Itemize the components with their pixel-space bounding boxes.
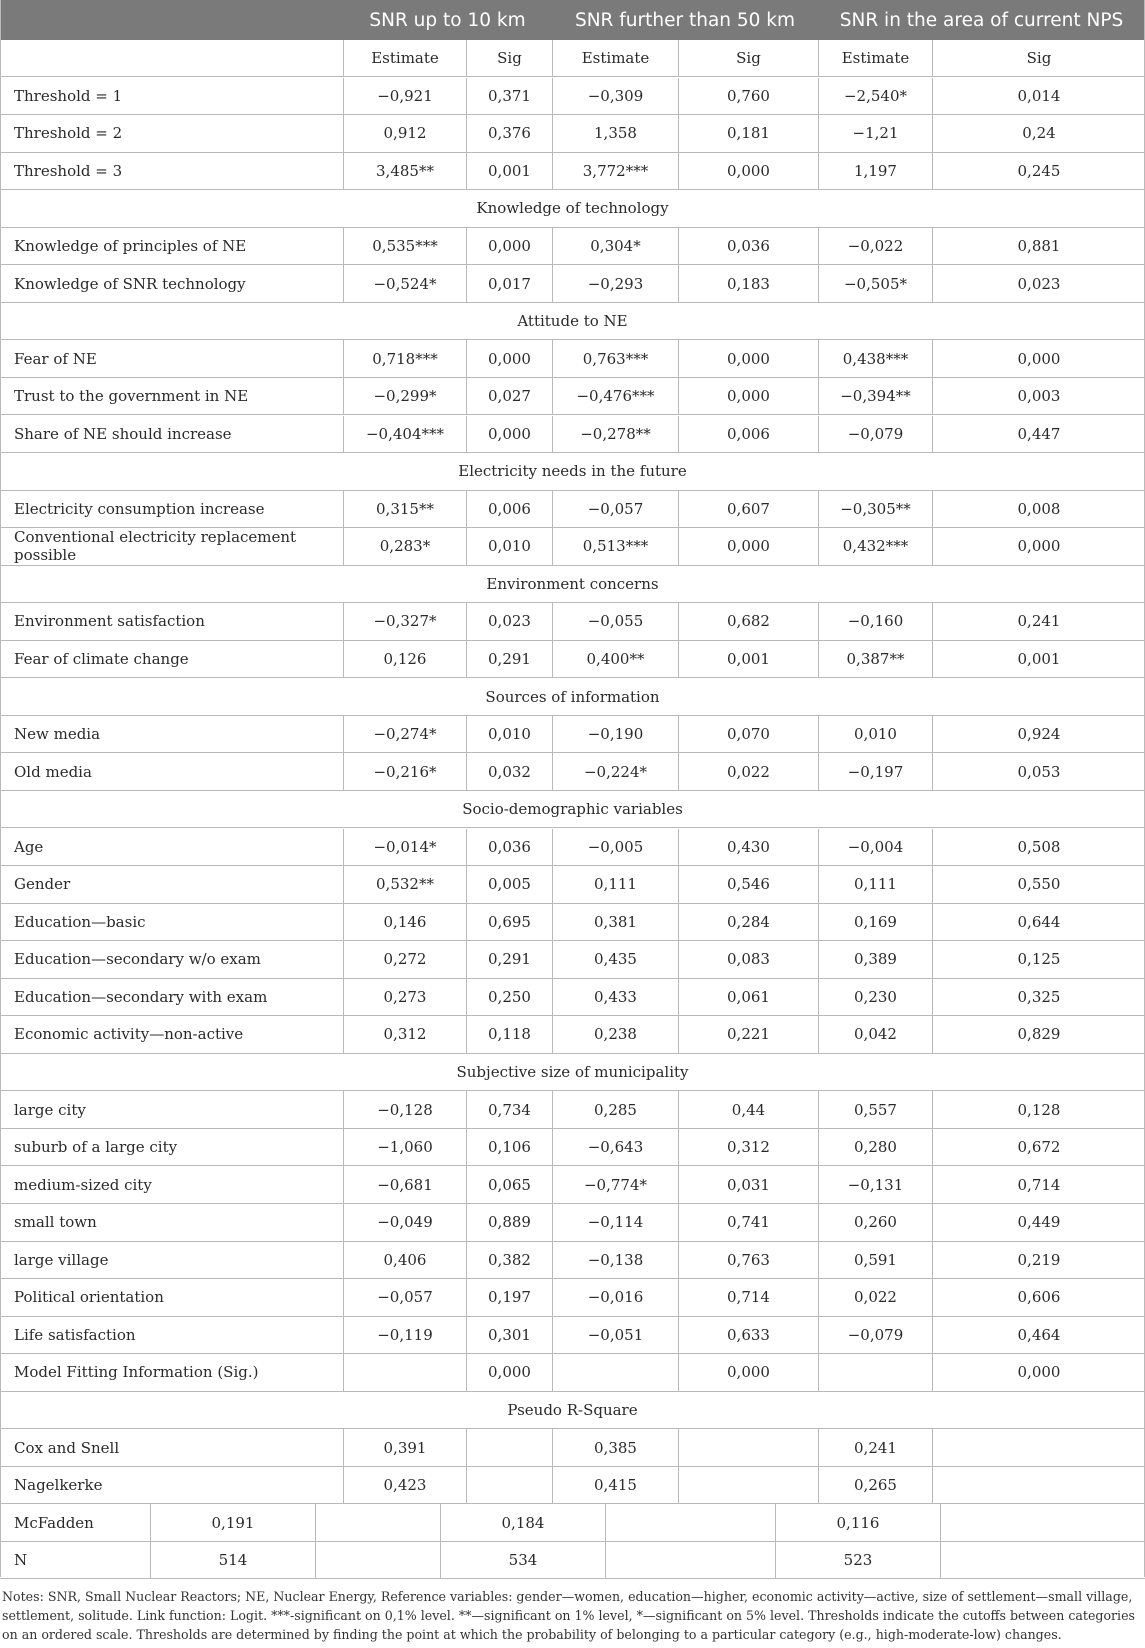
table-row: [0, 1279, 1145, 1317]
section-row: [0, 453, 1145, 491]
estimate-cell: −0,004: [818, 829, 932, 866]
estimate-cell: 0,591: [818, 1242, 932, 1279]
estimate-cell: −0,505*: [818, 265, 932, 302]
estimate-cell: 3,485**: [343, 153, 466, 190]
estimate-cell: 0,557: [818, 1091, 932, 1128]
sig-cell: 0,508: [932, 829, 1145, 866]
sig-cell: 0,219: [932, 1242, 1145, 1279]
row-label: Model Fitting Information (Sig.): [14, 1363, 259, 1382]
sig-cell: 0,447: [932, 416, 1145, 453]
estimate-cell: −0,055: [552, 603, 678, 640]
sig-cell: 0,014: [932, 78, 1145, 115]
sig-cell: 0,382: [466, 1242, 552, 1279]
section-label: Attitude to NE: [517, 312, 628, 331]
row-label: N: [14, 1551, 28, 1570]
table-header-groups: [0, 0, 1145, 40]
sig-cell: [932, 1429, 1145, 1466]
estimate-cell: 1,197: [818, 153, 932, 190]
sig-cell: 0,312: [678, 1129, 818, 1166]
subheader-estimate: Estimate: [343, 40, 466, 76]
table-row: [0, 753, 1145, 791]
section-row: [0, 1054, 1145, 1092]
estimate-cell: 0,718***: [343, 340, 466, 377]
estimate-cell: 0,283*: [343, 528, 466, 565]
sig-cell: 0,464: [932, 1317, 1145, 1354]
value-cell: 0,184: [440, 1504, 605, 1541]
estimate-cell: −0,197: [818, 753, 932, 790]
estimate-cell: 0,423: [343, 1467, 466, 1504]
estimate-cell: 0,400**: [552, 641, 678, 678]
empty-cell: [315, 1504, 440, 1541]
sig-cell: 0,550: [932, 866, 1145, 903]
empty-cell: [605, 1542, 775, 1579]
estimate-cell: 0,763***: [552, 340, 678, 377]
sig-cell: 0,003: [932, 378, 1145, 415]
row-label: Threshold = 1: [14, 86, 123, 105]
estimate-cell: [552, 1354, 678, 1391]
estimate-cell: 0,022: [818, 1279, 932, 1316]
estimate-cell: −0,079: [818, 416, 932, 453]
estimate-cell: −0,022: [818, 228, 932, 265]
sig-cell: 0,000: [466, 340, 552, 377]
sig-cell: 0,714: [932, 1166, 1145, 1203]
table-row: [0, 528, 1145, 566]
sig-cell: 0,032: [466, 753, 552, 790]
sig-cell: 0,741: [678, 1204, 818, 1241]
estimate-cell: 0,146: [343, 904, 466, 941]
sig-cell: 0,010: [466, 528, 552, 565]
row-label: Age: [14, 837, 44, 856]
sig-cell: [932, 1467, 1145, 1504]
estimate-cell: −2,540*: [818, 78, 932, 115]
sig-cell: 0,606: [932, 1279, 1145, 1316]
estimate-cell: −0,131: [818, 1166, 932, 1203]
table-row: [0, 1166, 1145, 1204]
sig-cell: 0,001: [678, 641, 818, 678]
sig-cell: 0,889: [466, 1204, 552, 1241]
table-row: [0, 979, 1145, 1017]
sig-cell: 0,125: [932, 941, 1145, 978]
estimate-cell: 0,415: [552, 1467, 678, 1504]
sig-cell: 0,023: [932, 265, 1145, 302]
estimate-cell: −0,016: [552, 1279, 678, 1316]
row-label: New media: [14, 725, 101, 744]
table-row: [0, 228, 1145, 266]
sig-cell: 0,006: [466, 491, 552, 528]
section-row: [0, 1392, 1145, 1430]
row-label: Economic activity—non-active: [14, 1025, 244, 1044]
sig-cell: 0,006: [678, 416, 818, 453]
sig-cell: 0,449: [932, 1204, 1145, 1241]
row-label: large village: [14, 1250, 109, 1269]
estimate-cell: −0,774*: [552, 1166, 678, 1203]
estimate-cell: −0,005: [552, 829, 678, 866]
estimate-cell: −0,014*: [343, 829, 466, 866]
sig-cell: 0,250: [466, 979, 552, 1016]
estimate-cell: 0,438***: [818, 340, 932, 377]
estimate-cell: 0,435: [552, 941, 678, 978]
sig-cell: 0,695: [466, 904, 552, 941]
estimate-cell: 3,772***: [552, 153, 678, 190]
estimate-cell: −0,305**: [818, 491, 932, 528]
sig-cell: 0,633: [678, 1317, 818, 1354]
sig-cell: 0,829: [932, 1016, 1145, 1053]
sig-cell: 0,070: [678, 716, 818, 753]
row-label: Education—basic: [14, 912, 146, 931]
row-label: large city: [14, 1100, 86, 1119]
section-row: [0, 791, 1145, 829]
sig-cell: 0,291: [466, 641, 552, 678]
table-row: [0, 153, 1145, 191]
section-label: Electricity needs in the future: [458, 462, 687, 481]
subheader-sig: Sig: [466, 40, 552, 76]
sig-cell: 0,000: [678, 528, 818, 565]
sig-cell: 0,241: [932, 603, 1145, 640]
group-header-snr-10km: SNR up to 10 km: [369, 9, 526, 31]
estimate-cell: 1,358: [552, 115, 678, 152]
sig-cell: 0,023: [466, 603, 552, 640]
sig-cell: [678, 1467, 818, 1504]
sig-cell: 0,128: [932, 1091, 1145, 1128]
table-row: [0, 603, 1145, 641]
sig-cell: 0,376: [466, 115, 552, 152]
estimate-cell: 0,169: [818, 904, 932, 941]
empty-cell: [315, 1542, 440, 1579]
estimate-cell: −0,057: [343, 1279, 466, 1316]
estimate-cell: −0,190: [552, 716, 678, 753]
estimate-cell: −0,476***: [552, 378, 678, 415]
value-cell: 0,116: [775, 1504, 940, 1541]
row-label: suburb of a large city: [14, 1138, 178, 1157]
sig-cell: 0,760: [678, 78, 818, 115]
estimate-cell: −0,524*: [343, 265, 466, 302]
table-row: [0, 265, 1145, 303]
section-row: [0, 678, 1145, 716]
sig-cell: 0,017: [466, 265, 552, 302]
estimate-cell: −0,216*: [343, 753, 466, 790]
subheader-estimate: Estimate: [552, 40, 678, 76]
estimate-cell: 0,391: [343, 1429, 466, 1466]
row-label: Education—secondary w/o exam: [14, 950, 261, 969]
table-row: [0, 1317, 1145, 1355]
row-label: Life satisfaction: [14, 1325, 136, 1344]
sig-cell: 0,734: [466, 1091, 552, 1128]
sig-cell: 0,430: [678, 829, 818, 866]
table-row: [0, 1429, 1145, 1467]
group-header-snr-50km: SNR further than 50 km: [574, 9, 796, 31]
row-label: Gender: [14, 875, 71, 894]
row-label: Education—secondary with exam: [14, 987, 268, 1006]
group-header-snr-nps: SNR in the area of current NPS: [839, 9, 1124, 31]
sig-cell: 0,924: [932, 716, 1145, 753]
sig-cell: 0,022: [678, 753, 818, 790]
table-row: [0, 829, 1145, 867]
sig-cell: 0,065: [466, 1166, 552, 1203]
table-row: [0, 115, 1145, 153]
estimate-cell: −0,114: [552, 1204, 678, 1241]
sig-cell: 0,291: [466, 941, 552, 978]
estimate-cell: −0,309: [552, 78, 678, 115]
sig-cell: 0,000: [678, 153, 818, 190]
table-row: [0, 1542, 1145, 1580]
sig-cell: 0,008: [932, 491, 1145, 528]
table-row: [0, 340, 1145, 378]
row-label: Political orientation: [14, 1288, 164, 1307]
table-row: [0, 78, 1145, 116]
estimate-cell: 0,042: [818, 1016, 932, 1053]
section-row: [0, 190, 1145, 228]
sig-cell: 0,245: [932, 153, 1145, 190]
estimate-cell: 0,433: [552, 979, 678, 1016]
sig-cell: 0,001: [466, 153, 552, 190]
estimate-cell: 0,406: [343, 1242, 466, 1279]
sig-cell: 0,106: [466, 1129, 552, 1166]
estimate-cell: −0,138: [552, 1242, 678, 1279]
sig-cell: 0,221: [678, 1016, 818, 1053]
estimate-cell: −0,327*: [343, 603, 466, 640]
sig-cell: 0,000: [466, 416, 552, 453]
sig-cell: 0,181: [678, 115, 818, 152]
estimate-cell: −0,681: [343, 1166, 466, 1203]
table-row: [0, 641, 1145, 679]
sig-cell: 0,027: [466, 378, 552, 415]
estimate-cell: −0,643: [552, 1129, 678, 1166]
estimate-cell: 0,532**: [343, 866, 466, 903]
sig-cell: 0,010: [466, 716, 552, 753]
estimate-cell: 0,273: [343, 979, 466, 1016]
sig-cell: 0,672: [932, 1129, 1145, 1166]
sig-cell: [466, 1429, 552, 1466]
row-label: Fear of climate change: [14, 649, 189, 668]
estimate-cell: 0,312: [343, 1016, 466, 1053]
estimate-cell: 0,111: [818, 866, 932, 903]
sig-cell: 0,000: [932, 1354, 1145, 1391]
table-row: [0, 716, 1145, 754]
sig-cell: [678, 1429, 818, 1466]
table-row: [0, 1504, 1145, 1542]
row-label: Conventional electricity replacement possible: [14, 528, 297, 565]
sig-cell: 0,000: [932, 528, 1145, 565]
estimate-cell: 0,272: [343, 941, 466, 978]
subheader-sig: Sig: [678, 40, 818, 76]
sig-cell: 0,881: [932, 228, 1145, 265]
estimate-cell: 0,535***: [343, 228, 466, 265]
sig-cell: [466, 1467, 552, 1504]
row-label: Cox and Snell: [14, 1438, 120, 1457]
estimate-cell: 0,513***: [552, 528, 678, 565]
table-row: [0, 1242, 1145, 1280]
table-row: [0, 866, 1145, 904]
sig-cell: 0,000: [466, 228, 552, 265]
value-cell: 0,191: [150, 1504, 315, 1541]
sig-cell: 0,000: [678, 378, 818, 415]
estimate-cell: 0,304*: [552, 228, 678, 265]
estimate-cell: −1,21: [818, 115, 932, 152]
sig-cell: 0,083: [678, 941, 818, 978]
estimate-cell: [818, 1354, 932, 1391]
table-row: [0, 1467, 1145, 1505]
estimate-cell: 0,381: [552, 904, 678, 941]
row-label: Knowledge of principles of NE: [14, 236, 247, 255]
sig-cell: 0,061: [678, 979, 818, 1016]
row-label: Old media: [14, 762, 92, 781]
estimate-cell: −0,049: [343, 1204, 466, 1241]
sig-cell: 0,682: [678, 603, 818, 640]
sig-cell: 0,301: [466, 1317, 552, 1354]
estimate-cell: −1,060: [343, 1129, 466, 1166]
estimate-cell: 0,285: [552, 1091, 678, 1128]
estimate-cell: 0,385: [552, 1429, 678, 1466]
estimate-cell: −0,299*: [343, 378, 466, 415]
empty-cell: [940, 1542, 1145, 1579]
estimate-cell: 0,280: [818, 1129, 932, 1166]
sig-cell: 0,053: [932, 753, 1145, 790]
estimate-cell: 0,111: [552, 866, 678, 903]
table-row: [0, 378, 1145, 416]
estimate-cell: 0,230: [818, 979, 932, 1016]
estimate-cell: 0,241: [818, 1429, 932, 1466]
estimate-cell: 0,912: [343, 115, 466, 152]
section-label: Knowledge of technology: [476, 199, 669, 218]
sig-cell: 0,036: [466, 829, 552, 866]
table-row: [0, 416, 1145, 454]
section-label: Sources of information: [485, 687, 660, 706]
sig-cell: 0,714: [678, 1279, 818, 1316]
row-label: Nagelkerke: [14, 1476, 103, 1495]
row-label: Share of NE should increase: [14, 424, 232, 443]
sig-cell: 0,000: [932, 340, 1145, 377]
sig-cell: 0,000: [466, 1354, 552, 1391]
section-label: Pseudo R-Square: [507, 1400, 638, 1419]
subheader-estimate: Estimate: [818, 40, 932, 76]
estimate-cell: −0,274*: [343, 716, 466, 753]
table-row: [0, 904, 1145, 942]
estimate-cell: −0,921: [343, 78, 466, 115]
sig-cell: 0,24: [932, 115, 1145, 152]
estimate-cell: −0,394**: [818, 378, 932, 415]
section-row: [0, 303, 1145, 341]
section-label: Environment concerns: [486, 574, 659, 593]
section-label: Subjective size of municipality: [456, 1063, 689, 1082]
estimate-cell: −0,224*: [552, 753, 678, 790]
sig-cell: 0,371: [466, 78, 552, 115]
estimate-cell: −0,293: [552, 265, 678, 302]
table-notes: Notes: SNR, Small Nuclear Reactors; NE, Nuclear Energy, Reference variables: gender—women, education—higher, economic activity—active, size of settlement—small village, settlement, solitude. Link function: Logit. ***-significant on 0,1% level. **—significant on 1% level, *—significant on 5% level. Thresholds indicate the cutoffs between categories on an ordered scale. Thresholds are determined by finding the point at which the probability of belonging to a particular category (e.g., high-moderate-low) changes.: [2, 1589, 1136, 1642]
sig-cell: 0,001: [932, 641, 1145, 678]
table-row: [0, 1016, 1145, 1054]
estimate-cell: −0,079: [818, 1317, 932, 1354]
sig-cell: 0,763: [678, 1242, 818, 1279]
row-label: Threshold = 2: [14, 124, 123, 143]
row-label: medium-sized city: [14, 1175, 152, 1194]
sig-cell: 0,005: [466, 866, 552, 903]
sig-cell: 0,000: [678, 340, 818, 377]
estimate-cell: 0,010: [818, 716, 932, 753]
row-label: Threshold = 3: [14, 161, 123, 180]
table-row: [0, 941, 1145, 979]
estimate-cell: 0,238: [552, 1016, 678, 1053]
estimate-cell: 0,432***: [818, 528, 932, 565]
sig-cell: 0,325: [932, 979, 1145, 1016]
estimate-cell: [343, 1354, 466, 1391]
estimate-cell: −0,119: [343, 1317, 466, 1354]
estimate-cell: −0,160: [818, 603, 932, 640]
estimate-cell: −0,278**: [552, 416, 678, 453]
table-header-subcolumns: [0, 40, 1145, 77]
estimate-cell: 0,387**: [818, 641, 932, 678]
row-label: Trust to the government in NE: [14, 387, 249, 406]
row-label: small town: [14, 1213, 97, 1232]
table-row: [0, 1129, 1145, 1167]
row-label: Fear of NE: [14, 349, 97, 368]
estimate-cell: −0,404***: [343, 416, 466, 453]
estimate-cell: 0,126: [343, 641, 466, 678]
estimate-cell: 0,315**: [343, 491, 466, 528]
estimate-cell: 0,260: [818, 1204, 932, 1241]
sig-cell: 0,036: [678, 228, 818, 265]
row-label: Knowledge of SNR technology: [14, 274, 246, 293]
sig-cell: 0,000: [678, 1354, 818, 1391]
sig-cell: 0,607: [678, 491, 818, 528]
estimate-cell: −0,057: [552, 491, 678, 528]
sig-cell: 0,183: [678, 265, 818, 302]
sig-cell: 0,644: [932, 904, 1145, 941]
table-row: [0, 1354, 1145, 1392]
value-cell: 534: [440, 1542, 605, 1579]
value-cell: 514: [150, 1542, 315, 1579]
estimate-cell: −0,128: [343, 1091, 466, 1128]
row-label: McFadden: [14, 1513, 94, 1532]
row-label: Electricity consumption increase: [14, 499, 265, 518]
table-row: [0, 491, 1145, 529]
section-label: Socio-demographic variables: [462, 800, 683, 819]
sig-cell: 0,284: [678, 904, 818, 941]
empty-cell: [605, 1504, 775, 1541]
subheader-sig: Sig: [932, 40, 1145, 76]
empty-cell: [940, 1504, 1145, 1541]
estimate-cell: 0,265: [818, 1467, 932, 1504]
value-cell: 523: [775, 1542, 940, 1579]
row-label: Environment satisfaction: [14, 612, 205, 631]
section-row: [0, 566, 1145, 604]
sig-cell: 0,031: [678, 1166, 818, 1203]
table-row: [0, 1204, 1145, 1242]
sig-cell: 0,118: [466, 1016, 552, 1053]
sig-cell: 0,197: [466, 1279, 552, 1316]
table-row: [0, 1091, 1145, 1129]
estimate-cell: −0,051: [552, 1317, 678, 1354]
sig-cell: 0,44: [678, 1091, 818, 1128]
sig-cell: 0,546: [678, 866, 818, 903]
estimate-cell: 0,389: [818, 941, 932, 978]
